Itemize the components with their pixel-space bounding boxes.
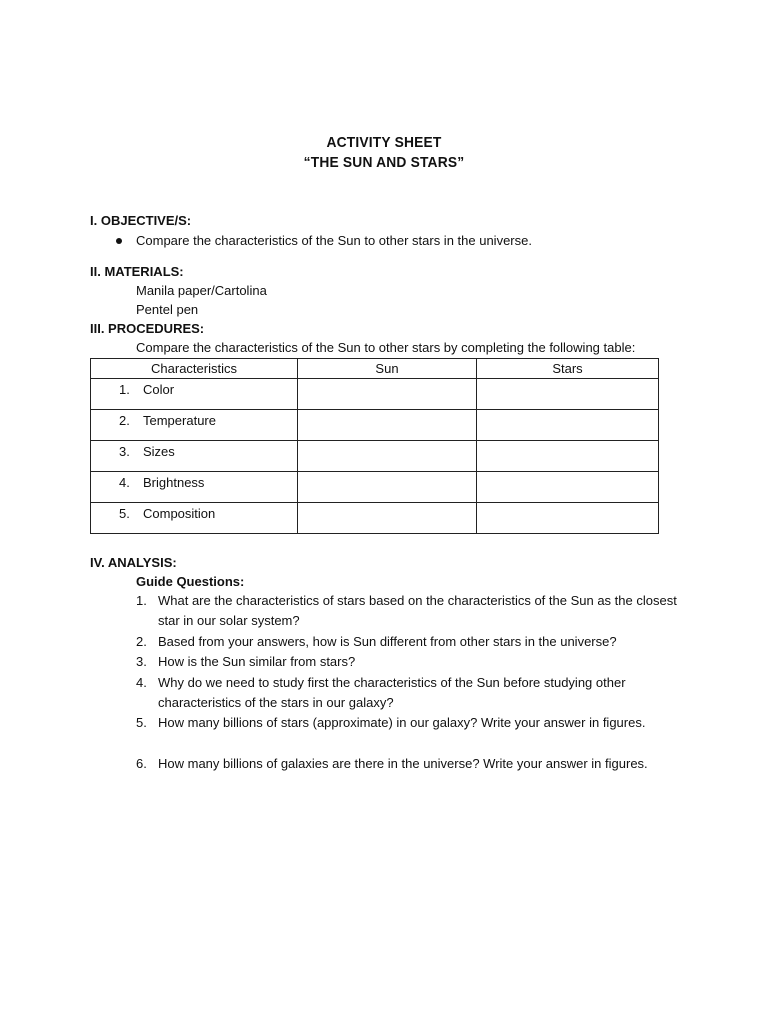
stars-cell [477, 379, 659, 410]
analysis-heading: IV. ANALYSIS: [90, 555, 177, 570]
table-row [91, 379, 659, 410]
characteristic-cell [91, 503, 298, 534]
question-number: 5. [136, 715, 147, 730]
question-text: What are the characteristics of stars based on the characteristics of the Sun as the closest star in our solar system? [158, 593, 677, 628]
column-header-stars: Stars [477, 359, 659, 379]
sun-cell [298, 379, 477, 410]
column-header-sun: Sun [298, 359, 477, 379]
column-header-characteristics: Characteristics [91, 359, 298, 379]
document-title: ACTIVITY SHEET [326, 134, 442, 151]
table-row [91, 441, 659, 472]
question-number: 3. [136, 654, 147, 669]
material-item: Pentel pen [136, 302, 199, 317]
table-row [91, 410, 659, 441]
sun-cell [298, 472, 477, 503]
question-number: 2. [136, 634, 147, 649]
characteristic-cell [91, 441, 298, 472]
objective-item: Compare the characteristics of the Sun to other stars in the universe. [136, 233, 532, 248]
comparison-table [90, 358, 659, 534]
stars-cell [477, 410, 659, 441]
row-label: Color [143, 382, 175, 397]
sun-cell [298, 410, 477, 441]
question-number: 6. [136, 756, 147, 771]
row-number: 5. [119, 506, 130, 521]
guide-questions-heading: Guide Questions: [136, 574, 245, 589]
row-label: Temperature [143, 413, 216, 428]
procedures-heading: III. PROCEDURES: [90, 321, 205, 336]
procedures-instruction: Compare the characteristics of the Sun to other stars by completing the following table: [136, 340, 636, 355]
row-number: 2. [119, 413, 130, 428]
question-number: 1. [136, 593, 147, 608]
question-text: Based from your answers, how is Sun different from other stars in the universe? [158, 634, 617, 649]
question-text: How many billions of stars (approximate) in our galaxy? Write your answer in figures. [158, 715, 646, 730]
table-row [91, 472, 659, 503]
row-label: Sizes [143, 444, 175, 459]
characteristic-cell [91, 472, 298, 503]
row-label: Composition [143, 506, 216, 521]
bullet-icon [116, 238, 122, 244]
row-number: 1. [119, 382, 130, 397]
document-title-block [0, 133, 768, 173]
sun-cell [298, 503, 477, 534]
stars-cell [477, 441, 659, 472]
row-number: 3. [119, 444, 130, 459]
table-header-row [91, 359, 659, 379]
materials-heading: II. MATERIALS: [90, 264, 184, 279]
question-text: Why do we need to study first the characteristics of the Sun before studying other characteristics of the stars in our galaxy? [158, 675, 626, 710]
material-item: Manila paper/Cartolina [136, 283, 267, 298]
question-text: How many billions of galaxies are there in the universe? Write your answer in figures. [158, 756, 648, 771]
row-label: Brightness [143, 475, 205, 490]
row-number: 4. [119, 475, 130, 490]
sun-cell [298, 441, 477, 472]
question-number: 4. [136, 675, 147, 690]
stars-cell [477, 503, 659, 534]
document-subtitle: “THE SUN AND STARS” [303, 154, 465, 171]
stars-cell [477, 472, 659, 503]
table-row [91, 503, 659, 534]
objectives-heading: I. OBJECTIVE/S: [90, 213, 192, 228]
characteristic-cell [91, 379, 298, 410]
characteristic-cell [91, 410, 298, 441]
question-text: How is the Sun similar from stars? [158, 654, 356, 669]
